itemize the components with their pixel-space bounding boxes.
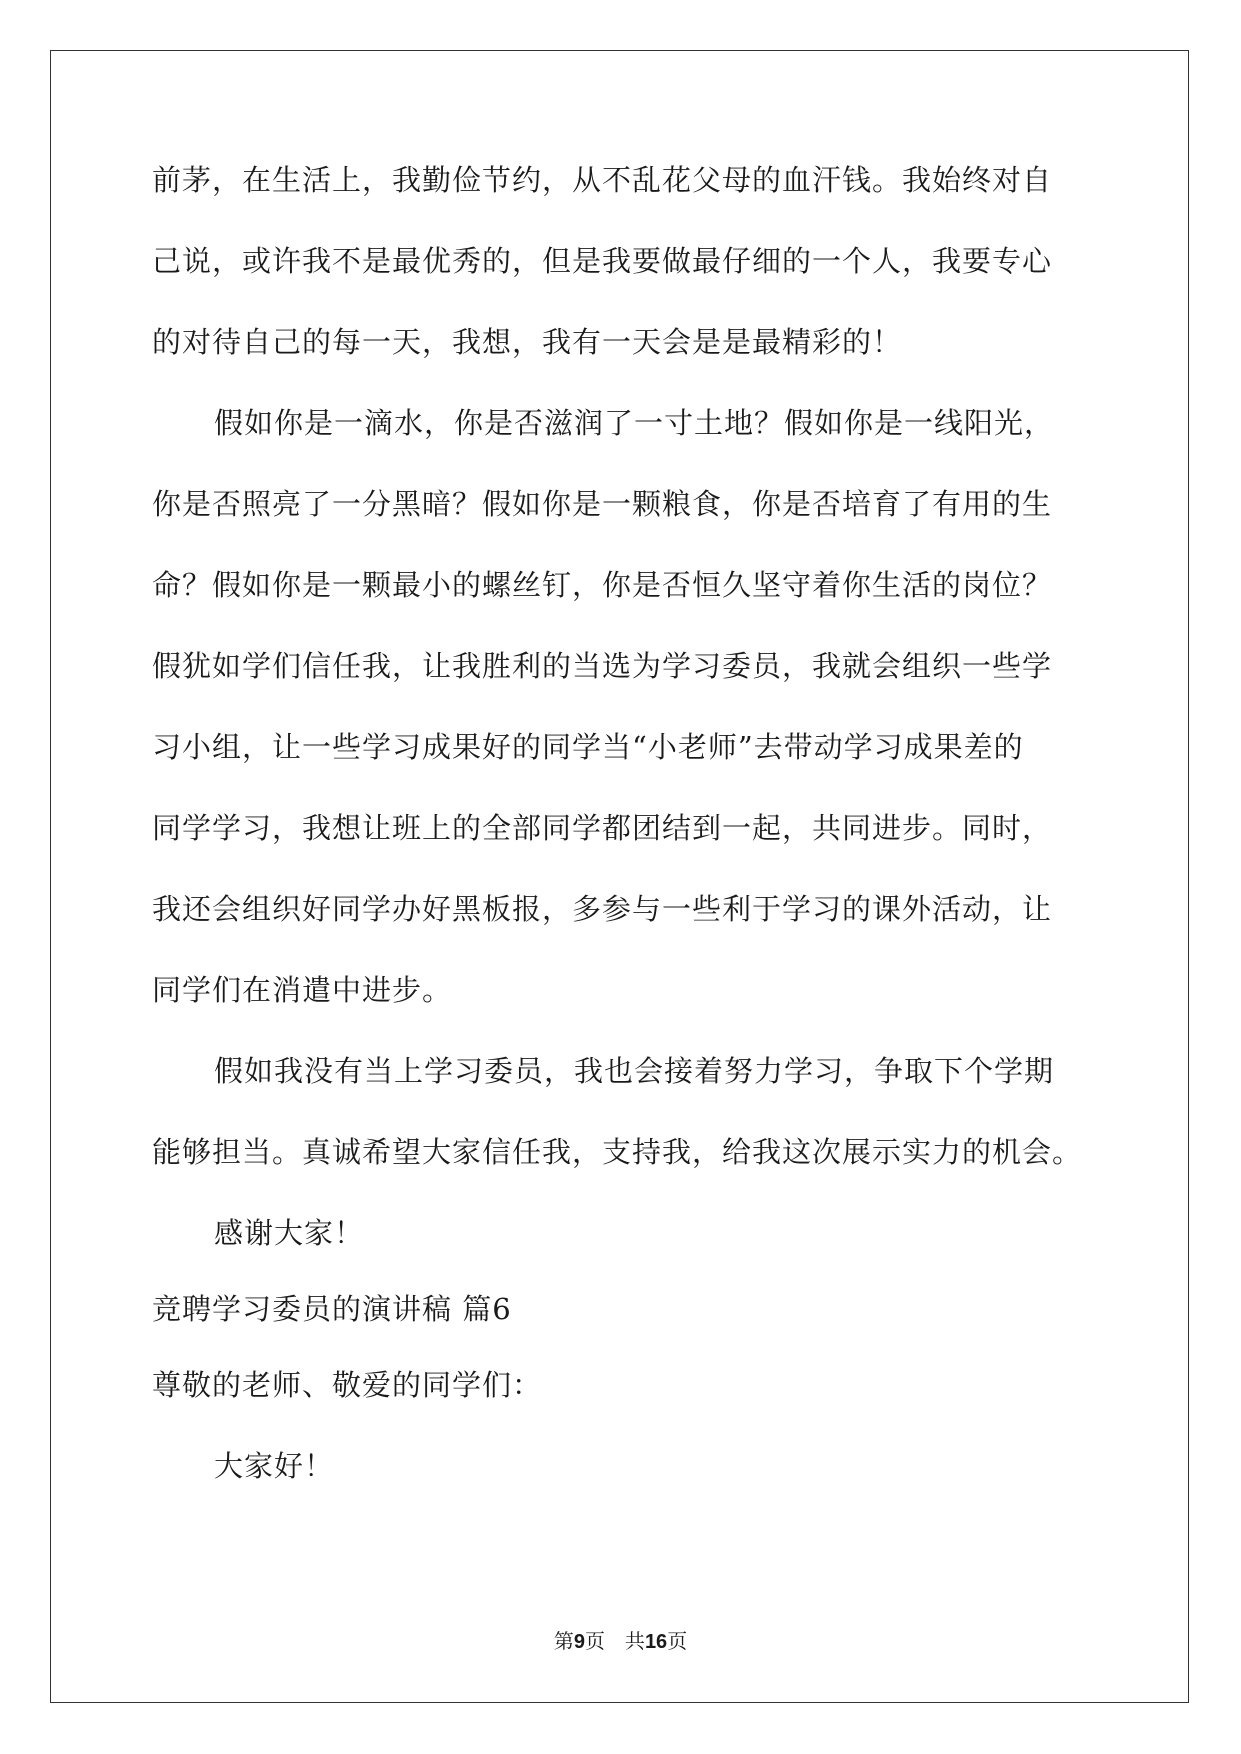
paragraph-line: 命？假如你是一颗最小的螺丝钉，你是否恒久坚守着你生活的岗位？ <box>152 568 1053 602</box>
current-page-number: 9 <box>573 1631 585 1653</box>
paragraph-line: 你是否照亮了一分黑暗？假如你是一颗粮食，你是否培育了有用的生 <box>152 487 1053 521</box>
paragraph-line: 我还会组织好同学办好黑板报，多参与一些利于学习的课外活动，让 <box>152 892 1053 926</box>
greeting-line: 大家好！ <box>214 1449 335 1483</box>
paragraph-line: 假如你是一滴水，你是否滋润了一寸土地？假如你是一线阳光， <box>214 406 1055 440</box>
footer-suffix: 页 <box>667 1629 688 1653</box>
document-body <box>152 160 1092 1527</box>
paragraph-line: 假如我没有当上学习委员，我也会接着努力学习，争取下个学期 <box>214 1054 1055 1088</box>
paragraph-line: 己说，或许我不是最优秀的，但是我要做最仔细的一个人，我要专心 <box>152 244 1053 278</box>
paragraph-line: 假犹如学们信任我，让我胜利的当选为学习委员，我就会组织一些学 <box>152 649 1053 683</box>
total-page-number: 16 <box>644 1631 668 1653</box>
section-heading: 竞聘学习委员的演讲稿 篇6 <box>152 1292 512 1326</box>
paragraph-line: 能够担当。真诚希望大家信任我，支持我，给我这次展示实力的机会。 <box>152 1135 1083 1169</box>
paragraph-line: 前茅，在生活上，我勤俭节约，从不乱花父母的血汗钱。我始终对自 <box>152 163 1053 197</box>
footer-prefix: 第 <box>553 1629 574 1653</box>
paragraph-line: 习小组，让一些学习成果好的同学当“小老师”去带动学习成果差的 <box>152 730 1024 764</box>
footer-mid: 页 共 <box>584 1629 645 1653</box>
salutation-line: 尊敬的老师、敬爱的同学们： <box>152 1368 543 1402</box>
page-footer <box>0 1625 1241 1654</box>
paragraph-line: 同学们在消遣中进步。 <box>152 973 453 1007</box>
paragraph-line: 同学学习，我想让班上的全部同学都团结到一起，共同进步。同时， <box>152 811 1053 845</box>
paragraph-line: 的对待自己的每一天，我想，我有一天会是是最精彩的！ <box>152 325 903 359</box>
closing-line: 感谢大家！ <box>214 1216 365 1250</box>
